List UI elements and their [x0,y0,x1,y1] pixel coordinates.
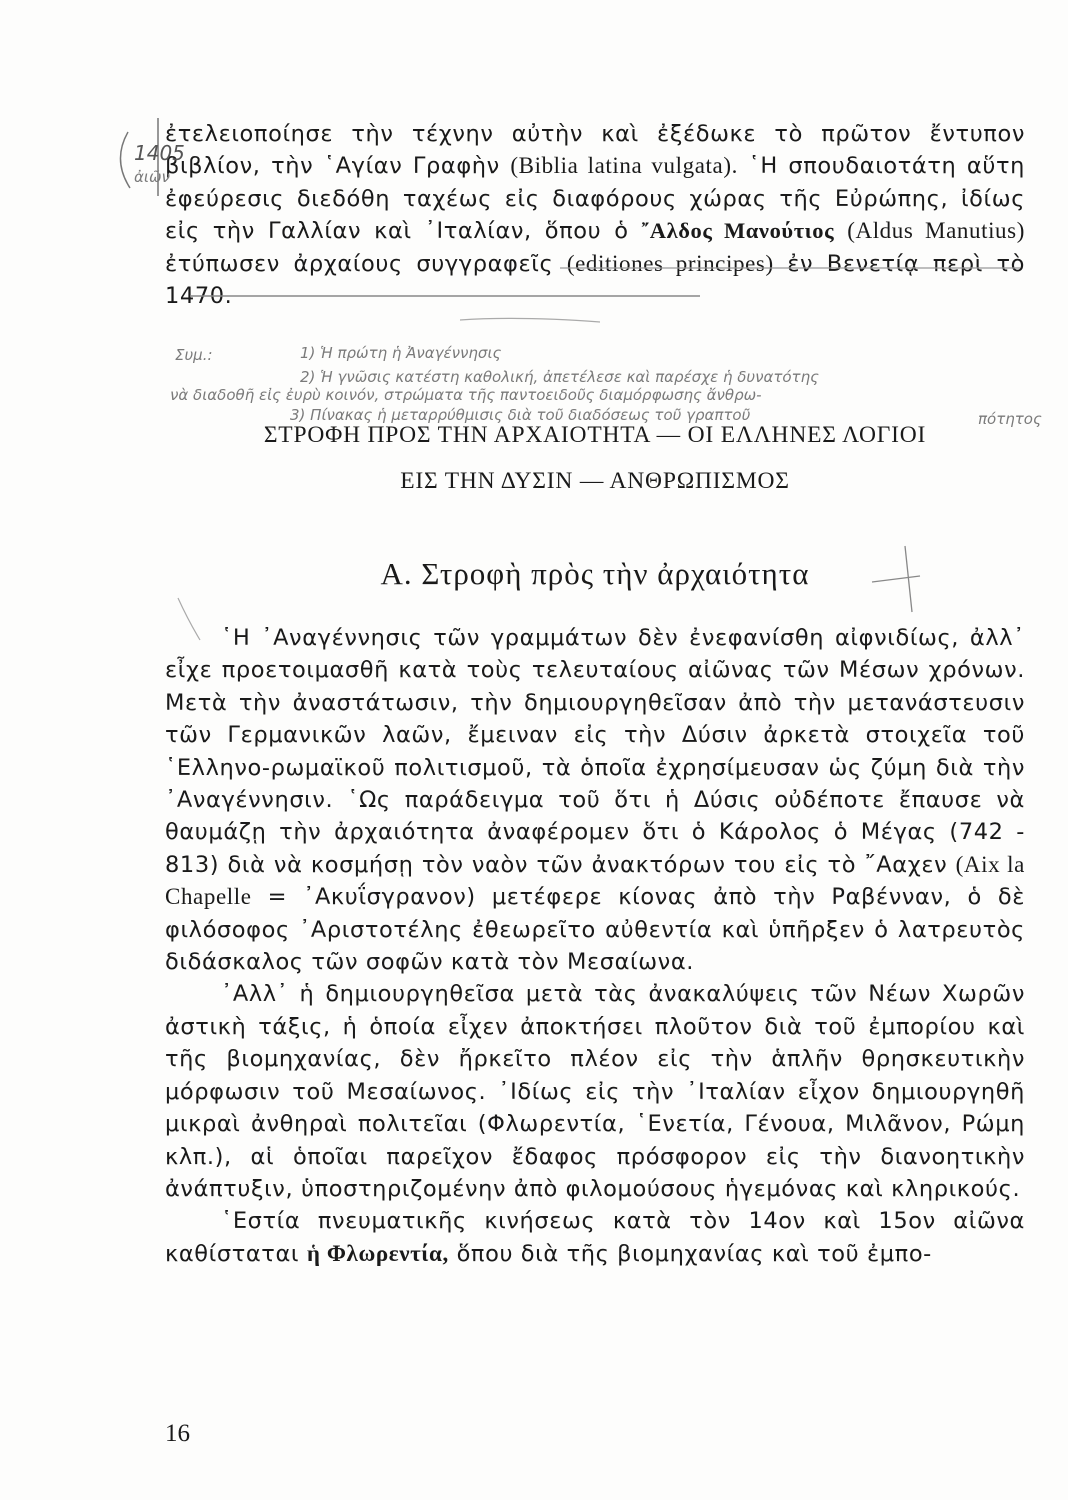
intro-text-c: ἐτύπωσεν ἀρχαίους συγγραφεῖς [165,250,554,277]
paragraph-1 [165,622,1025,978]
paragraph-1-latin: (Aix la Chapelle [165,851,1025,910]
paragraph-3-bold: ἡ Φλωρεντία, [306,1240,449,1266]
note-2: 2) Ἡ γνῶσις κατέστη καθολική, ἀπετέλεσε καὶ παρέσχε ἡ δυνατότης [300,368,819,386]
section-title: Α. Στροφὴ πρὸς τὴν ἀρχαιότητα [380,556,810,591]
main-text [165,622,1025,1270]
paragraph-3-text-a: ῾Εστία πνευματικῆς κινήσεως κατὰ τὸν 14ον καὶ 15ον αἰῶνα καθίσταται [165,1208,1025,1267]
intro-text-d: ἐν Βενετίᾳ περὶ τὸ 1470. [165,250,1025,310]
intro-paragraph [165,118,1025,312]
note-3: 3) Πίνακας ἡ μεταρρύθμισις διὰ τοῦ διαδόσεως τοῦ γραπτοῦ [290,406,751,424]
intro-bold-name: ῎Αλδος Μανούτιος [641,218,835,244]
margin-word-note: ἀιῶν [134,168,170,186]
intro-latin-a: (Biblia latina vulgata). [510,153,738,179]
underline-venetia [460,318,600,322]
intro-text-a: ἐτελειοποίησε τὴν τέχνην αὐτὴν καὶ ἐξέδωκε τὸ πρῶτον ἔντυπον βιβλίον, τὴν ῾Αγίαν Γραφὴν [165,121,1025,180]
intro-text-b: ῾Η σπουδαιοτάτη αὕτη ἐφεύρεσις διεδόθη ταχέως εἰς διαφόρους χώρας τῆς Εὐρώπης, ἰδίως εἰς τὴν Γαλλίαν καὶ ᾿Ιταλίαν, ὅπου ὁ [165,153,1025,245]
page-number: 16 [165,1420,190,1447]
intro-latin-c: (editiones principes) [566,250,774,276]
paragraph-1-text-a: ῾Η ᾿Αναγέννησις τῶν γραμμάτων δὲν ἐνεφανίσθη αἰφνιδίως, ἀλλ᾿ εἶχε προετοιμασθῆ κατὰ τοὺς τελευταίους αἰῶνας τῶν Μέσων χρόνων. Μετὰ τὴν ἀναστάτωσιν, τὴν δημιουργηθεῖσαν ἀπὸ τὴν μετανάστευσιν τῶν Γερμανικῶν λαῶν, ἔμειναν εἰς τὴν Δύσιν ἀρκετὰ στοιχεῖα τοῦ ῾Ελληνο-ρωμαϊκοῦ πολιτισμοῦ, τὰ ὁποῖα ἐχρησίμευσαν ὡς ζύμη διὰ τὴν ᾿Αναγέννησιν. ῾Ως παράδειγμα τοῦ ὅτι ἡ Δύσις οὐδέποτε ἔπαυσε νὰ θαυμάζῃ τὴν ἀρχαιότητα ἀναφέρομεν ὅτι ὁ Κάρολος ὁ Μέγας (742 - 813) διὰ νὰ κοσμήσῃ τὸν ναὸν τῶν ἀνακτόρων του εἰς τὸ ῎Ααχεν [165,625,1025,878]
note-2b: νὰ διαδοθῆ εἰς ἐυρὺ κοινόν, στρώματα τῆς παντοειδοῦς διαμόρφωσης ἄνθρω- [170,386,762,404]
margin-bracket-left [120,132,130,188]
margin-year-note: 1405 [134,141,185,165]
paragraph-1-text-b: = ᾿Ακυΐσγρανον) μετέφερε κίονας ἀπὸ τὴν Ραβένναν, ὁ δὲ φιλόσοφος ᾿Αριστοτέλης ἐθεωρεῖτο αὐθεντία καὶ ὑπῆρξεν ὁ λατρευτὸς διδάσκαλος τῶν σοφῶν κατὰ τὸν Μεσαίωνα. [165,884,1025,976]
paragraph-3 [165,1205,1025,1270]
chapter-heading-line-1: ΣΤΡΟΦΗ ΠΡΟΣ ΤΗΝ ΑΡΧΑΙΟΤΗΤΑ — ΟΙ ΕΛΛΗΝΕΣ ΛΟΓΙΟΙ [263,422,927,448]
note-label: Συμ.: [175,346,213,364]
paragraph-2: ᾿Αλλ᾿ ἡ δημιουργηθεῖσα μετὰ τὰς ἀνακαλύψεις τῶν Νέων Χωρῶν ἀστικὴ τάξις, ἡ ὁποία εἶχεν ἀποκτήσει πλοῦτον διὰ τοῦ ἐμπορίου καὶ τῆς βιομηχανίας, δὲν ἤρκεῖτο πλέον εἰς τὴν ἁπλῆν θρησκευτικὴν μόρφωσιν τοῦ Μεσαίωνος. ᾿Ιδίως εἰς τὴν ᾿Ιταλίαν εἶχον δημιουργηθῆ μικραὶ ἀνθηραὶ πολιτεῖαι (Φλωρεντία, ῾Ενετία, Γένουα, Μιλᾶνον, Ρώμη κλπ.), αἱ ὁποῖαι παρεῖχον ἔδαφος πρόσφορον εἰς τὴν διανοητικὴν ἀνάπτυξιν, ὑποστηριζομένην ἀπὸ φιλομούσους ἡγεμόνας καὶ κληρικούς. [165,981,1025,1202]
paragraph-3-text-b: ὅπου διὰ τῆς βιομηχανίας καὶ τοῦ ἐμπο- [456,1240,932,1267]
chapter-heading-line-2: ΕΙΣ ΤΗΝ ΔΥΣΙΝ — ΑΝΘΡΩΠΙΣΜΟΣ [400,468,790,494]
intro-latin-b: (Aldus Manutius) [847,218,1025,244]
note-2c: πότητος [978,410,1042,428]
note-1: 1) Ἡ πρώτη ἡ Ἀναγέννησις [300,344,502,362]
